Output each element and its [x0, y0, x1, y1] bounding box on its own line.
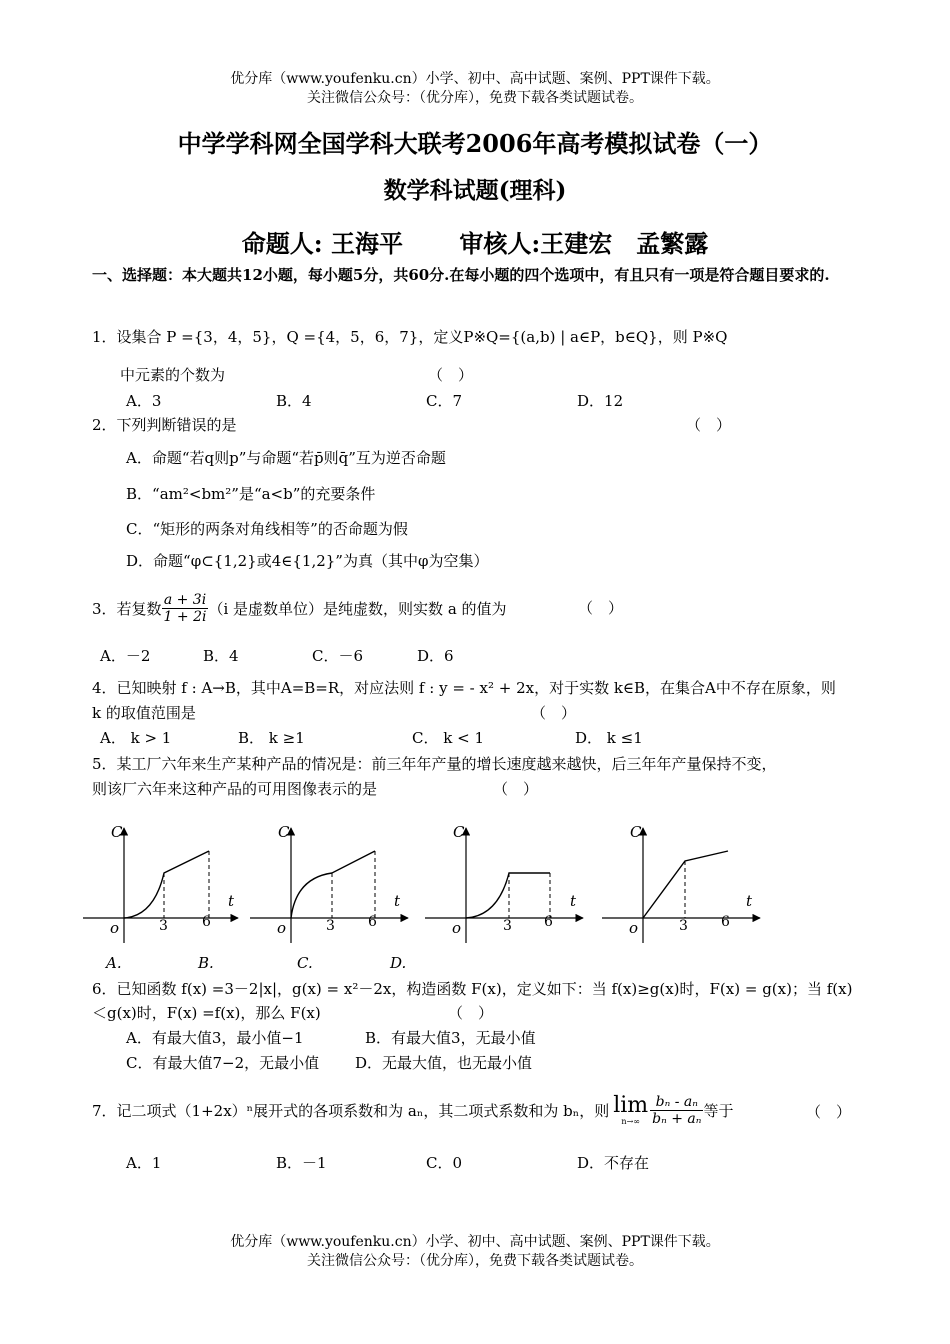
q7-option-b: B．－1	[276, 1154, 327, 1172]
q7-stem-b: 等于	[703, 1101, 734, 1120]
q1-answer-paren: （ ）	[428, 366, 474, 384]
q3-fraction-den: 1 + 2i	[163, 608, 207, 625]
exam-title: 中学学科网全国学科大联考2006年高考模拟试卷（一）	[177, 129, 773, 158]
graph-b-curve	[291, 851, 375, 918]
header-line-2: 关注微信公众号：（优分库），免费下载各类试题试卷。	[307, 90, 643, 106]
q6-option-c: C．有最大值7−2，无最小值	[126, 1054, 320, 1072]
q4-stem-2: k 的取值范围是	[92, 704, 196, 722]
graph-a-origin: o	[110, 919, 120, 937]
graph-d	[602, 823, 760, 943]
graph-c-tick3: 3	[503, 918, 512, 934]
q3-option-b: B．4	[203, 647, 239, 665]
graph-b-tick6: 6	[368, 914, 377, 930]
graph-c-origin: o	[452, 919, 462, 937]
q2-option-c: C．“矩形的两条对角线相等”的否命题为假	[126, 520, 408, 538]
q7-option-a: A．1	[126, 1154, 162, 1172]
graph-d-origin: o	[629, 919, 639, 937]
q7-fraction-den: bₙ + aₙ	[652, 1110, 702, 1127]
graph-label-c: C.	[297, 954, 313, 972]
graph-c-curve	[466, 873, 550, 918]
exam-authors: 命题人: 王海平 审核人:王建宏 孟繁露	[241, 229, 709, 258]
q4-option-b: B． k ≥1	[238, 729, 305, 747]
graph-c	[425, 823, 583, 943]
q4-answer-paren: （ ）	[531, 704, 577, 722]
q4-option-c: C． k < 1	[412, 729, 484, 747]
graph-c-tick6: 6	[544, 914, 553, 930]
graph-label-d: D.	[390, 954, 407, 972]
graph-a-curve	[124, 851, 209, 918]
q4-option-a: A． k > 1	[100, 729, 172, 747]
graph-c-xlabel: t	[570, 892, 577, 910]
footer-line-1: 优分库（www.youfenku.cn）小学、初中、高中试题、案例、PPT课件下载。	[230, 1234, 720, 1250]
graph-b-origin: o	[277, 919, 287, 937]
q7-fraction-num: bₙ - aₙ	[650, 1094, 703, 1111]
q5-graphs	[78, 818, 768, 978]
q1-stem: 1．设集合 P ={3，4，5}，Q ={4，5，6，7}，定义P※Q={(a,b) | a∈P，b∈Q}，则 P※Q	[92, 328, 728, 346]
q3-stem-a: 3．若复数	[92, 599, 162, 618]
q3-answer-paren: （ ）	[578, 599, 624, 617]
q1-option-c: C．7	[426, 392, 463, 410]
q7-limit	[613, 1092, 649, 1126]
q3-option-d: D．6	[417, 647, 454, 665]
section-heading: 一、选择题：本大题共12小题，每小题5分，共60分.在每小题的四个选项中，有且只有一项是符合题目要求的.	[92, 266, 830, 284]
q1-stem-2: 中元素的个数为	[120, 366, 226, 384]
q1-option-d: D．12	[577, 392, 624, 410]
graph-a-xlabel: t	[228, 892, 235, 910]
graph-b-ylabel: C	[278, 823, 290, 841]
q7-stem	[92, 1086, 733, 1134]
q3-stem	[92, 586, 507, 630]
q6-answer-paren: （ ）	[448, 1004, 494, 1022]
graph-d-xlabel: t	[746, 892, 753, 910]
graph-a	[83, 823, 238, 943]
q6-option-a: A．有最大值3，最小值−1	[126, 1029, 304, 1047]
graph-d-tick3: 3	[679, 918, 688, 934]
q4-stem: 4．已知映射 f : A→B，其中A=B=R，对应法则 f : y = - x² + 2x，对于实数 k∈B，在集合A中不存在原象，则	[92, 679, 836, 697]
q7-lim-text: lim	[613, 1092, 649, 1118]
footer-line-2: 关注微信公众号：（优分库），免费下载各类试题试卷。	[307, 1253, 643, 1269]
q6-option-b: B．有最大值3，无最小值	[365, 1029, 536, 1047]
q2-option-a: A．命题“若q则p”与命题“若p̄则q̄”互为逆否命题	[126, 449, 446, 467]
q5-stem-2: 则该厂六年来这种产品的可用图像表示的是	[92, 780, 378, 798]
q3-fraction-num: a + 3i	[162, 592, 209, 609]
graph-b-xlabel: t	[394, 892, 401, 910]
q3-stem-b: （i 是虚数单位）是纯虚数，则实数 a 的值为	[208, 599, 507, 618]
q5-answer-paren: （ ）	[493, 780, 539, 798]
q7-answer-paren: （ ）	[806, 1103, 852, 1121]
header-line-1: 优分库（www.youfenku.cn）小学、初中、高中试题、案例、PPT课件下载。	[230, 71, 720, 87]
graph-d-ylabel: C	[630, 823, 642, 841]
q6-stem-2: ＜g(x)时，F(x) =f(x)，那么 F(x)	[92, 1004, 321, 1022]
graph-a-tick6: 6	[202, 914, 211, 930]
q3-option-a: A．－2	[100, 647, 151, 665]
q1-option-a: A．3	[126, 392, 162, 410]
graph-d-tick6: 6	[721, 914, 730, 930]
graph-label-b: B.	[198, 954, 214, 972]
q3-fraction	[162, 592, 209, 625]
q4-option-d: D． k ≤1	[575, 729, 643, 747]
q3-option-c: C．－6	[312, 647, 364, 665]
graph-b-tick3: 3	[326, 918, 335, 934]
graph-a-tick3: 3	[159, 918, 168, 934]
q6-stem: 6．已知函数 f(x) =3－2|x|，g(x) = x²－2x，构造函数 F(x)，定义如下：当 f(x)≥g(x)时，F(x) = g(x)；当 f(x)	[92, 980, 853, 998]
exam-subtitle: 数学科试题(理科)	[383, 177, 567, 204]
q7-stem-a: 7．记二项式（1+2x）ⁿ展开式的各项系数和为 aₙ，其二项式系数和为 bₙ，则	[92, 1101, 610, 1120]
graph-b	[250, 823, 408, 943]
q2-option-b: B．“am²<bm²”是“a<b”的充要条件	[126, 485, 376, 503]
q7-fraction	[650, 1094, 703, 1127]
q2-stem: 2．下列判断错误的是	[92, 416, 237, 434]
graph-c-ylabel: C	[453, 823, 465, 841]
q2-answer-paren: （ ）	[686, 416, 732, 434]
graph-a-ylabel: C	[111, 823, 123, 841]
q7-option-c: C．0	[426, 1154, 463, 1172]
q5-stem: 5．某工厂六年来生产某种产品的情况是：前三年年产量的增长速度越来越快，后三年年产量保持不变，	[92, 755, 777, 773]
q1-option-b: B．4	[276, 392, 312, 410]
q7-option-d: D．不存在	[577, 1154, 650, 1172]
q7-lim-sub: n→∞	[621, 1116, 640, 1126]
q2-option-d: D．命题“φ⊂{1,2}或4∈{1,2}”为真（其中φ为空集）	[126, 552, 489, 570]
q6-option-d: D．无最大值，也无最小值	[355, 1054, 533, 1072]
graph-label-a: A.	[106, 954, 122, 972]
